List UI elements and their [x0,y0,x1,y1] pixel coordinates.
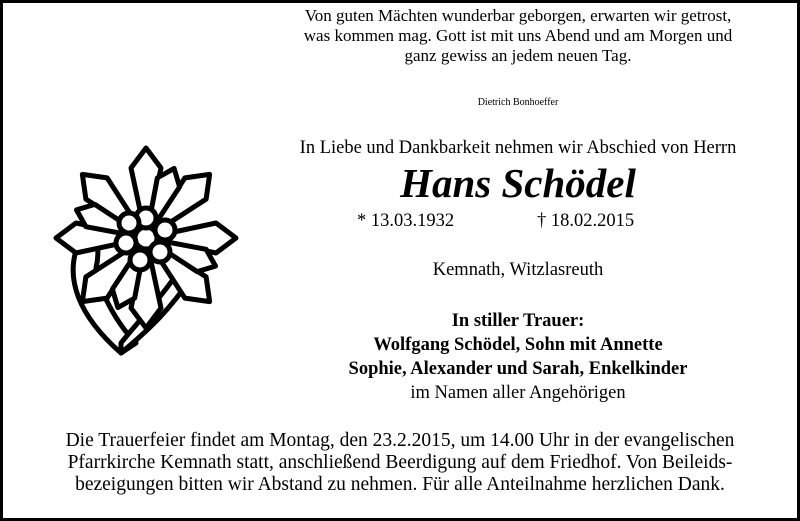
quote-line: ganz gewiss an jedem neuen Tag. [404,46,632,65]
mourners-heading: In stiller Trauer: [451,311,585,331]
birth-date: * 13.03.1932 [357,211,455,231]
intro-text: In Liebe und Dankbarkeit nehmen wir Abschied von Herrn [299,138,737,158]
funeral-line: Die Trauerfeier findet am Montag, den 23.2.2015, um 14.00 Uhr in der evangelischen [65,430,735,451]
edelweiss-icon [41,128,251,368]
funeral-line: Pfarrkirche Kemnath statt, anschließend Beerdigung auf dem Friedhof. Von Beileids- [67,452,733,473]
bonhoeffer-quote [233,6,800,66]
mourners-closing: im Namen aller Angehörigen [410,383,626,403]
funeral-info [3,430,797,496]
quote-line: was kommen mag. Gott ist mit uns Abend und am Morgen und [303,26,733,45]
deceased-name: Hans Schödel [400,160,636,206]
mourner-line: Wolfgang Schödel, Sohn mit Annette [373,335,663,355]
quote-author: Dietrich Bonhoeffer [477,97,559,108]
residence: Kemnath, Witzlasreuth [432,260,604,280]
funeral-line: bezeigungen bitten wir Abstand zu nehmen. Für alle Anteilnahme herzlichen Dank. [75,474,725,495]
quote-line: Von guten Mächten wunderbar geborgen, erwarten wir getrost, [304,6,732,25]
mourner-line: Sophie, Alexander und Sarah, Enkelkinder [348,359,688,379]
mourners [233,309,800,405]
death-date: † 18.02.2015 [537,211,635,231]
